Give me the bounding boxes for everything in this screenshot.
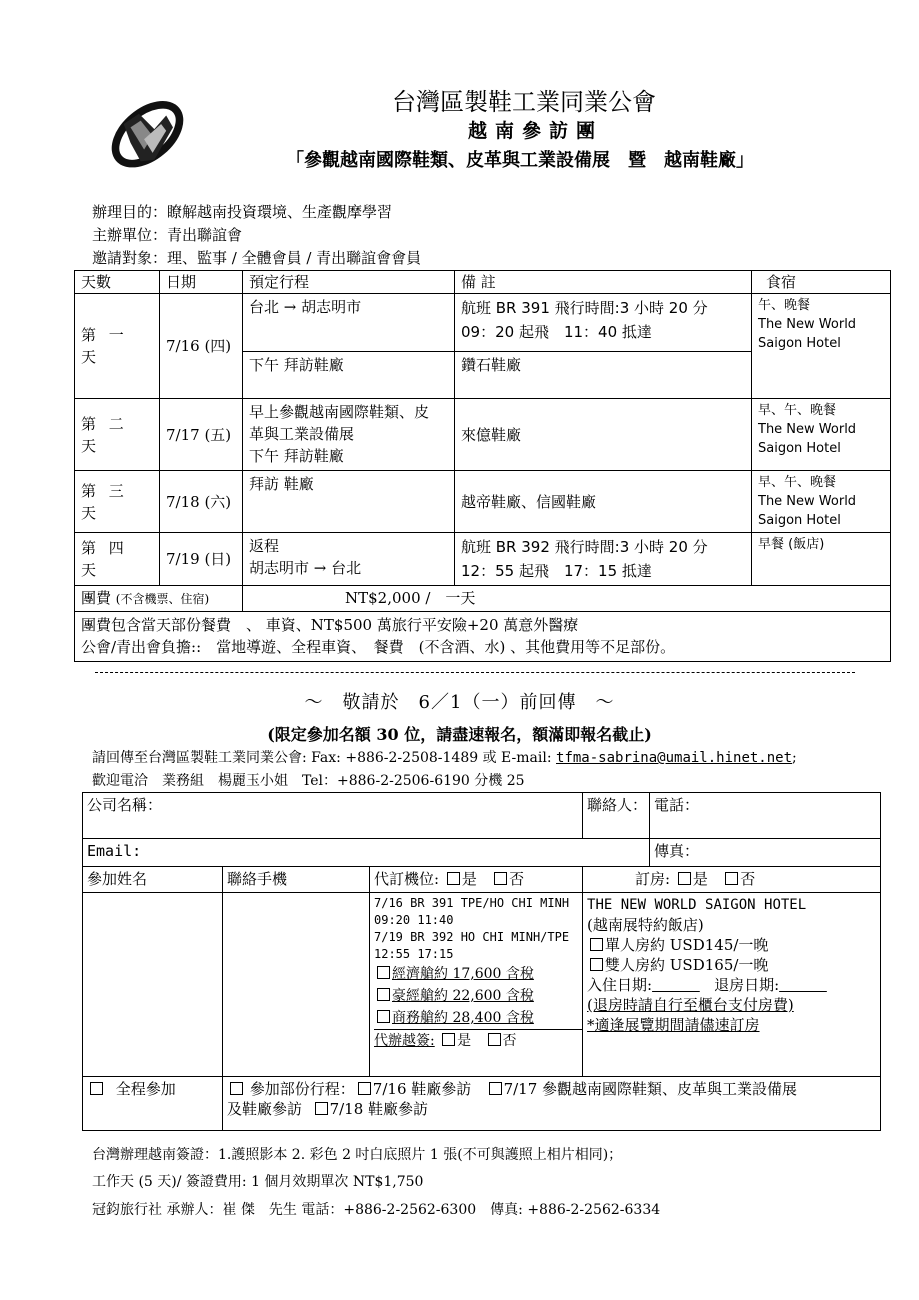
- email-field[interactable]: [83, 839, 650, 867]
- flight-list: [374, 895, 582, 963]
- flight-info: 航班 BR 392 飛行時間:3 小時 20 分: [461, 538, 708, 556]
- fee-includes: 團費包含當天部份餐費 、 車資、NT$500 萬旅行平安險+20 萬意外醫療: [81, 616, 579, 634]
- note-cell: 鑽石鞋廠: [455, 352, 752, 399]
- meal-cell: [752, 399, 891, 471]
- flight-times: 12：55 起飛 17：15 抵達: [461, 562, 652, 580]
- checkbox-visa-no[interactable]: [488, 1033, 501, 1046]
- fee-label: 團費: [81, 589, 112, 607]
- double-room-label: 雙人房約 USD165/一晚: [605, 956, 769, 974]
- date-label: 7/17 (五): [160, 399, 243, 471]
- form-row-company: [83, 793, 881, 839]
- schedule-line: 返程: [249, 537, 280, 555]
- fee-value: NT$2,000 / 一天: [243, 586, 891, 612]
- day-label: 第 一 天: [75, 294, 160, 399]
- meal-type: 早、午、晚餐: [758, 403, 837, 418]
- fee-row: [75, 586, 891, 612]
- cut-line: [95, 672, 855, 673]
- yes-label: 是: [461, 870, 477, 888]
- meal-cell: 早餐 (飯店): [752, 533, 891, 586]
- hotel-note: (越南展特約飯店): [587, 916, 704, 934]
- header-date: 日期: [160, 271, 243, 294]
- fee-details-row: [75, 612, 891, 662]
- fare-economy[interactable]: [374, 963, 582, 985]
- hotel-line: The New World: [758, 422, 857, 437]
- full-participation-label: 全程參加: [115, 1080, 176, 1098]
- day-label: 第 三 天: [75, 471, 160, 533]
- fee-details: [75, 612, 891, 662]
- flight-booking-label: 代訂機位:: [374, 870, 440, 888]
- itinerary-row: [75, 294, 891, 352]
- phone-field[interactable]: [650, 793, 881, 839]
- email-link[interactable]: tfma-sabrina@umail.hinet.net: [556, 750, 793, 766]
- header-meal: 食宿: [752, 271, 891, 294]
- fare-business[interactable]: [374, 1007, 582, 1029]
- form-row-details: [83, 893, 881, 1077]
- note-cell: 來億鞋廠: [455, 399, 752, 471]
- mobile-label: 聯絡手機: [223, 867, 370, 893]
- hotel-line: Saigon Hotel: [758, 513, 841, 528]
- schedule-line: 胡志明市 → 台北: [249, 559, 362, 577]
- schedule-cell: 拜訪 鞋廠: [243, 471, 455, 533]
- flight-options-cell: [370, 893, 583, 1077]
- hotel-name: THE NEW WORLD SAIGON HOTEL: [587, 897, 807, 913]
- single-room-option[interactable]: [587, 935, 876, 955]
- fare-label: 豪經艙約 22,600 含稅: [392, 988, 534, 1004]
- fee-note: (不含機票、住宿): [115, 592, 210, 606]
- schedule-line: 下午 拜訪鞋廠: [249, 447, 344, 465]
- mobile-input[interactable]: [223, 893, 370, 1077]
- checkbox-visa-yes[interactable]: [442, 1033, 455, 1046]
- hotel-line: Saigon Hotel: [758, 441, 841, 456]
- schedule-line: 革與工業設備展: [249, 425, 355, 443]
- company-field[interactable]: [83, 793, 583, 839]
- event-title: 「參觀越南國際鞋類、皮革與工業設備展 暨 越南鞋廠」: [286, 150, 754, 171]
- no-label: 否: [509, 870, 525, 888]
- travel-agency: 冠鈞旅行社 承辦人：崔 傑 先生 電話：+886-2-2562-6300 傳真: +886-2-2562-6334: [92, 1202, 661, 1218]
- contact-person-label: 聯絡人：: [587, 796, 648, 814]
- flight-times: 09：20 起飛 11：40 抵達: [461, 323, 652, 341]
- fee-label-cell: [75, 586, 243, 612]
- checkbox-premium[interactable]: [377, 988, 390, 1001]
- schedule-cell: 下午 拜訪鞋廠: [243, 352, 455, 399]
- fare-label: 商務艙約 28,400 含稅: [392, 1010, 534, 1026]
- double-room-option[interactable]: [587, 955, 876, 975]
- note-cell: 越帝鞋廠、信國鞋廠: [455, 471, 752, 533]
- fax-label: 傳真：: [654, 842, 700, 860]
- flight-line: 7/19 BR 392 HO CHI MINH/TPE: [374, 930, 570, 944]
- no-label: 否: [502, 1033, 517, 1049]
- registration-form: [82, 792, 881, 1131]
- return-instructions: [92, 747, 797, 767]
- company-label: 公司名稱：: [87, 796, 163, 814]
- date-label: 7/16 (四): [160, 294, 243, 399]
- tour-title: 越南參訪團: [468, 120, 604, 142]
- flight-line: 12:55 17:15: [374, 947, 454, 961]
- info-invitees: 邀請對象：理、監事 / 全體會員 / 青出聯誼會會員: [92, 249, 422, 267]
- info-organizer: 主辦單位：青出聯誼會: [92, 226, 243, 244]
- fare-premium[interactable]: [374, 985, 582, 1007]
- visa-agent-row: [374, 1029, 582, 1052]
- dates-row: [587, 975, 876, 995]
- note-cell: [455, 533, 752, 586]
- day-label: 第 二 天: [75, 399, 160, 471]
- flight-booking-cell: [370, 867, 583, 893]
- itinerary-row: [75, 471, 891, 533]
- day-label: 第 四 天: [75, 533, 160, 586]
- checkout-input[interactable]: [779, 976, 827, 994]
- checkbox-full-participation[interactable]: [90, 1082, 103, 1095]
- checkbox-opt-717[interactable]: [489, 1082, 502, 1095]
- fax-field[interactable]: [650, 839, 881, 867]
- return-prefix: 請回傳至台灣區製鞋工業同業公會: Fax: +886-2-2508-1489 或 E-mail:: [92, 750, 557, 766]
- partial-option-716: 7/16 鞋廠參訪: [372, 1080, 472, 1098]
- checkbox-partial[interactable]: [230, 1082, 243, 1095]
- header-note: 備 註: [455, 271, 752, 294]
- contact-line: 歡迎電洽 業務組 楊麗玉小姐 Tel：+886-2-2506-6190 分機 25: [92, 773, 525, 789]
- flight-line: 7/16 BR 391 TPE/HO CHI MINH: [374, 896, 570, 910]
- flight-info: 航班 BR 391 飛行時間:3 小時 20 分: [461, 299, 708, 317]
- header-day: 天數: [75, 271, 160, 294]
- partial-participation-cell: [223, 1077, 881, 1131]
- hotel-booking-cell: [583, 867, 881, 893]
- form-row-email: [83, 839, 881, 867]
- yes-label: 是: [692, 870, 708, 888]
- meal-type: 午、晚餐: [758, 298, 811, 313]
- hotel-line: The New World: [758, 317, 857, 332]
- visa-fee: 工作天 (5 天)/ 簽證費用: 1 個月效期單次 NT$1,750: [92, 1174, 424, 1190]
- checkbox-single-room[interactable]: [590, 938, 603, 951]
- schedule-cell: [243, 399, 455, 471]
- visa-documents: 台灣辦理越南簽證：1.護照影本 2. 彩色 2 吋白底照片 1 張(不可與護照上相片相同)；: [92, 1147, 623, 1163]
- payment-note: (退房時請自行至櫃台支付房費): [587, 996, 794, 1014]
- schedule-cell: [243, 533, 455, 586]
- partial-option-717: 7/17 參觀越南國際鞋類、皮革與工業設備展: [503, 1080, 798, 1098]
- checkbox-flight-yes[interactable]: [447, 872, 460, 885]
- checkbox-flight-no[interactable]: [494, 872, 507, 885]
- expo-note: *適逢展覽期間請儘速訂房: [587, 1016, 760, 1034]
- checkbox-double-room[interactable]: [590, 958, 603, 971]
- itinerary-header-row: [75, 271, 891, 294]
- note-cell: [455, 294, 752, 352]
- email-label: Email:: [87, 842, 142, 860]
- date-label: 7/19 (日): [160, 533, 243, 586]
- name-label: 參加姓名: [83, 867, 223, 893]
- checkbox-opt-718[interactable]: [315, 1102, 328, 1115]
- name-input[interactable]: [83, 893, 223, 1077]
- partial-option-717-cont: 及鞋廠參訪: [227, 1100, 303, 1118]
- checkbox-hotel-yes[interactable]: [678, 872, 691, 885]
- hotel-line: The New World: [758, 494, 857, 509]
- hotel-options-cell: [583, 893, 881, 1077]
- itinerary-table: [74, 270, 891, 662]
- partial-option-718: 7/18 鞋廠參訪: [329, 1100, 429, 1118]
- limit-notice: (限定參加名額 30 位，請盡速報名，額滿即報名截止): [267, 725, 652, 744]
- deadline-notice: ～ 敬請於 6／1（一）前回傳 ～: [304, 692, 615, 713]
- hotel-booking-label: 訂房:: [635, 870, 671, 888]
- checkbox-hotel-no[interactable]: [725, 872, 738, 885]
- fee-subsidy: 公會/青出會負擔:: 當地導遊、全程車資、 餐費 (不含酒、水) 、其他費用等不足部份。: [81, 638, 676, 656]
- date-label: 7/18 (六): [160, 471, 243, 533]
- full-participation-cell: [83, 1077, 223, 1131]
- fare-label: 經濟艙約 17,600 含稅: [392, 966, 534, 982]
- yes-label: 是: [457, 1033, 472, 1049]
- checkbox-business[interactable]: [377, 1010, 390, 1023]
- form-row-headers: [83, 867, 881, 893]
- checkbox-opt-716[interactable]: [358, 1082, 371, 1095]
- flight-line: 09:20 11:40: [374, 913, 454, 927]
- info-purpose: 辦理目的：瞭解越南投資環境、生產觀摩學習: [92, 203, 393, 221]
- checkin-input[interactable]: [652, 976, 700, 994]
- form-row-participation: [83, 1077, 881, 1131]
- phone-label: 電話：: [654, 796, 700, 814]
- schedule-cell: 台北 → 胡志明市: [243, 294, 455, 352]
- checkbox-economy[interactable]: [377, 966, 390, 979]
- visa-agent-label: 代辦越簽:: [374, 1033, 435, 1049]
- schedule-line: 早上參觀越南國際鞋類、皮: [249, 403, 430, 421]
- hotel-line: Saigon Hotel: [758, 336, 841, 351]
- checkout-label: 退房日期:: [714, 976, 780, 994]
- single-room-label: 單人房約 USD145/一晚: [605, 936, 769, 954]
- meal-type: 早、午、晚餐: [758, 475, 837, 490]
- header-schedule: 預定行程: [243, 271, 455, 294]
- contact-person-field[interactable]: [583, 793, 650, 839]
- org-title: 台灣區製鞋工業同業公會: [392, 88, 656, 116]
- association-logo: [105, 90, 190, 175]
- return-suffix: ;: [792, 750, 797, 766]
- meal-cell: [752, 471, 891, 533]
- itinerary-row: [75, 399, 891, 471]
- meal-cell: [752, 294, 891, 399]
- partial-label: 參加部份行程：: [249, 1080, 355, 1098]
- itinerary-row: [75, 533, 891, 586]
- no-label: 否: [740, 870, 756, 888]
- checkin-label: 入住日期:: [587, 976, 653, 994]
